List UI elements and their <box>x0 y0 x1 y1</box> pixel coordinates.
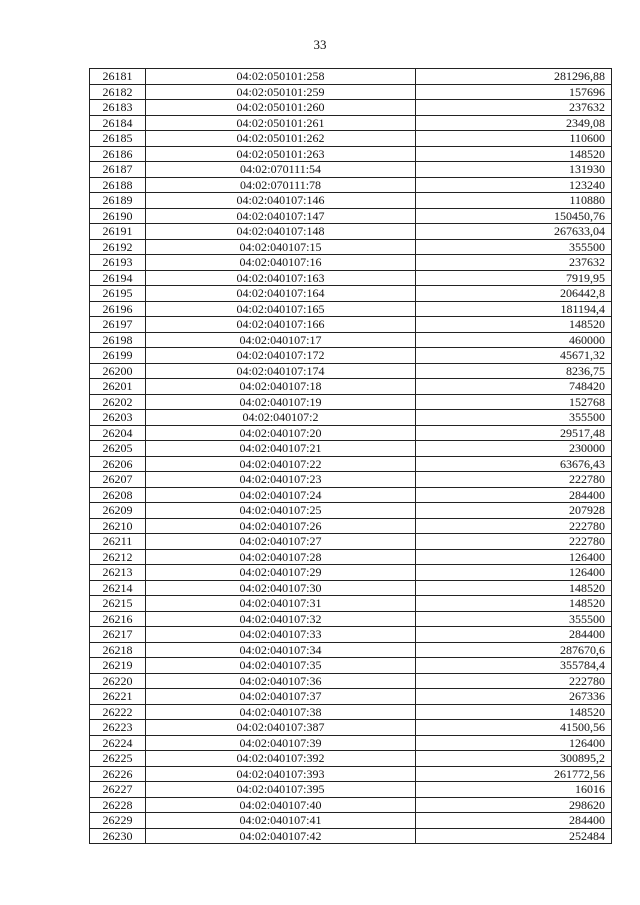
table-row <box>90 394 612 410</box>
cadastral-value-cell: 230000 <box>416 441 612 457</box>
table-row <box>90 224 612 240</box>
cadastral-value-cell: 150450,76 <box>416 208 612 224</box>
table-row <box>90 162 612 178</box>
table-row <box>90 317 612 333</box>
cadastral-number-cell: 04:02:040107:19 <box>146 394 416 410</box>
cadastral-number-cell: 04:02:040107:165 <box>146 301 416 317</box>
cadastral-number-cell: 04:02:040107:21 <box>146 441 416 457</box>
row-number-cell: 26188 <box>90 177 146 193</box>
cadastral-value-cell: 287670,6 <box>416 642 612 658</box>
cadastral-number-cell: 04:02:040107:164 <box>146 286 416 302</box>
cadastral-number-cell: 04:02:050101:260 <box>146 100 416 116</box>
row-number-cell: 26198 <box>90 332 146 348</box>
cadastral-value-cell: 45671,32 <box>416 348 612 364</box>
table-row <box>90 735 612 751</box>
cadastral-number-cell: 04:02:040107:41 <box>146 813 416 829</box>
table-row <box>90 177 612 193</box>
table-row <box>90 534 612 550</box>
cadastral-number-cell: 04:02:040107:26 <box>146 518 416 534</box>
cadastral-value-cell: 298620 <box>416 797 612 813</box>
table-row <box>90 379 612 395</box>
table-row <box>90 580 612 596</box>
cadastral-number-cell: 04:02:040107:35 <box>146 658 416 674</box>
table-row <box>90 797 612 813</box>
cadastral-number-cell: 04:02:040107:27 <box>146 534 416 550</box>
table-row <box>90 193 612 209</box>
cadastral-value-cell: 157696 <box>416 84 612 100</box>
cadastral-value-cell: 355784,4 <box>416 658 612 674</box>
cadastral-value-cell: 222780 <box>416 472 612 488</box>
row-number-cell: 26197 <box>90 317 146 333</box>
cadastral-value-cell: 460000 <box>416 332 612 348</box>
table-row <box>90 425 612 441</box>
cadastral-number-cell: 04:02:040107:42 <box>146 828 416 844</box>
row-number-cell: 26192 <box>90 239 146 255</box>
row-number-cell: 26228 <box>90 797 146 813</box>
row-number-cell: 26191 <box>90 224 146 240</box>
cadastral-value-cell: 284400 <box>416 627 612 643</box>
cadastral-number-cell: 04:02:040107:39 <box>146 735 416 751</box>
row-number-cell: 26195 <box>90 286 146 302</box>
row-number-cell: 26218 <box>90 642 146 658</box>
row-number-cell: 26203 <box>90 410 146 426</box>
cadastral-number-cell: 04:02:040107:146 <box>146 193 416 209</box>
cadastral-value-cell: 261772,56 <box>416 766 612 782</box>
cadastral-value-cell: 284400 <box>416 487 612 503</box>
table-row <box>90 410 612 426</box>
cadastral-number-cell: 04:02:040107:30 <box>146 580 416 596</box>
cadastral-value-cell: 16016 <box>416 782 612 798</box>
cadastral-value-cell: 267336 <box>416 689 612 705</box>
row-number-cell: 26223 <box>90 720 146 736</box>
cadastral-value-cell: 131930 <box>416 162 612 178</box>
row-number-cell: 26230 <box>90 828 146 844</box>
row-number-cell: 26216 <box>90 611 146 627</box>
cadastral-number-cell: 04:02:040107:15 <box>146 239 416 255</box>
row-number-cell: 26208 <box>90 487 146 503</box>
cadastral-number-cell: 04:02:040107:31 <box>146 596 416 612</box>
table-row <box>90 332 612 348</box>
row-number-cell: 26186 <box>90 146 146 162</box>
cadastral-value-cell: 126400 <box>416 549 612 565</box>
cadastral-value-cell: 300895,2 <box>416 751 612 767</box>
row-number-cell: 26202 <box>90 394 146 410</box>
table-row <box>90 549 612 565</box>
row-number-cell: 26220 <box>90 673 146 689</box>
cadastral-number-cell: 04:02:050101:259 <box>146 84 416 100</box>
cadastral-number-cell: 04:02:040107:23 <box>146 472 416 488</box>
cadastral-number-cell: 04:02:040107:34 <box>146 642 416 658</box>
cadastral-number-cell: 04:02:040107:395 <box>146 782 416 798</box>
table-row <box>90 751 612 767</box>
row-number-cell: 26200 <box>90 363 146 379</box>
table-row <box>90 84 612 100</box>
cadastral-number-cell: 04:02:040107:40 <box>146 797 416 813</box>
cadastral-number-cell: 04:02:040107:147 <box>146 208 416 224</box>
table-row <box>90 441 612 457</box>
row-number-cell: 26229 <box>90 813 146 829</box>
row-number-cell: 26184 <box>90 115 146 131</box>
table-row <box>90 689 612 705</box>
row-number-cell: 26226 <box>90 766 146 782</box>
row-number-cell: 26225 <box>90 751 146 767</box>
table-row <box>90 658 612 674</box>
table-row <box>90 208 612 224</box>
row-number-cell: 26219 <box>90 658 146 674</box>
table-row <box>90 518 612 534</box>
cadastral-value-cell: 148520 <box>416 704 612 720</box>
cadastral-value-cell: 110880 <box>416 193 612 209</box>
table-row <box>90 642 612 658</box>
cadastral-value-cell: 355500 <box>416 239 612 255</box>
row-number-cell: 26212 <box>90 549 146 565</box>
cadastral-number-cell: 04:02:070111:78 <box>146 177 416 193</box>
cadastral-value-cell: 123240 <box>416 177 612 193</box>
table-row <box>90 286 612 302</box>
cadastral-value-cell: 267633,04 <box>416 224 612 240</box>
cadastral-number-cell: 04:02:040107:32 <box>146 611 416 627</box>
table-row <box>90 720 612 736</box>
table-body <box>90 69 612 844</box>
row-number-cell: 26181 <box>90 69 146 85</box>
row-number-cell: 26214 <box>90 580 146 596</box>
row-number-cell: 26227 <box>90 782 146 798</box>
row-number-cell: 26210 <box>90 518 146 534</box>
row-number-cell: 26213 <box>90 565 146 581</box>
cadastral-number-cell: 04:02:040107:148 <box>146 224 416 240</box>
cadastral-number-cell: 04:02:040107:17 <box>146 332 416 348</box>
table-row <box>90 472 612 488</box>
table-row <box>90 255 612 271</box>
cadastral-number-cell: 04:02:040107:33 <box>146 627 416 643</box>
cadastral-number-cell: 04:02:040107:22 <box>146 456 416 472</box>
table-row <box>90 456 612 472</box>
row-number-cell: 26196 <box>90 301 146 317</box>
cadastral-value-cell: 355500 <box>416 611 612 627</box>
row-number-cell: 26221 <box>90 689 146 705</box>
cadastral-value-cell: 29517,48 <box>416 425 612 441</box>
cadastral-number-cell: 04:02:040107:163 <box>146 270 416 286</box>
row-number-cell: 26209 <box>90 503 146 519</box>
table-row <box>90 131 612 147</box>
cadastral-number-cell: 04:02:070111:54 <box>146 162 416 178</box>
cadastral-value-cell: 237632 <box>416 255 612 271</box>
row-number-cell: 26204 <box>90 425 146 441</box>
cadastral-number-cell: 04:02:050101:258 <box>146 69 416 85</box>
table-row <box>90 813 612 829</box>
row-number-cell: 26206 <box>90 456 146 472</box>
cadastral-value-cell: 63676,43 <box>416 456 612 472</box>
row-number-cell: 26211 <box>90 534 146 550</box>
table-row <box>90 627 612 643</box>
cadastral-value-cell: 110600 <box>416 131 612 147</box>
row-number-cell: 26189 <box>90 193 146 209</box>
cadastral-number-cell: 04:02:040107:24 <box>146 487 416 503</box>
cadastral-value-cell: 252484 <box>416 828 612 844</box>
cadastral-number-cell: 04:02:040107:18 <box>146 379 416 395</box>
cadastral-value-cell: 206442,8 <box>416 286 612 302</box>
row-number-cell: 26194 <box>90 270 146 286</box>
cadastral-value-cell: 126400 <box>416 565 612 581</box>
cadastral-value-cell: 284400 <box>416 813 612 829</box>
cadastral-value-cell: 8236,75 <box>416 363 612 379</box>
cadastral-value-cell: 207928 <box>416 503 612 519</box>
row-number-cell: 26224 <box>90 735 146 751</box>
cadastral-value-cell: 152768 <box>416 394 612 410</box>
cadastral-number-cell: 04:02:040107:20 <box>146 425 416 441</box>
cadastral-number-cell: 04:02:050101:261 <box>146 115 416 131</box>
cadastral-number-cell: 04:02:040107:28 <box>146 549 416 565</box>
cadastral-number-cell: 04:02:040107:387 <box>146 720 416 736</box>
cadastral-number-cell: 04:02:040107:172 <box>146 348 416 364</box>
cadastral-value-cell: 355500 <box>416 410 612 426</box>
cadastral-value-cell: 148520 <box>416 596 612 612</box>
table-row <box>90 673 612 689</box>
page-number: 33 <box>313 37 327 52</box>
table-row <box>90 69 612 85</box>
cadastral-value-cell: 7919,95 <box>416 270 612 286</box>
row-number-cell: 26205 <box>90 441 146 457</box>
table-row <box>90 100 612 116</box>
cadastral-value-cell: 148520 <box>416 317 612 333</box>
row-number-cell: 26190 <box>90 208 146 224</box>
cadastral-number-cell: 04:02:040107:29 <box>146 565 416 581</box>
cadastral-value-cell: 281296,88 <box>416 69 612 85</box>
table-row <box>90 503 612 519</box>
cadastral-number-cell: 04:02:050101:263 <box>146 146 416 162</box>
table-row <box>90 301 612 317</box>
cadastral-value-cell: 126400 <box>416 735 612 751</box>
row-number-cell: 26199 <box>90 348 146 364</box>
cadastral-value-cell: 148520 <box>416 146 612 162</box>
table-row <box>90 487 612 503</box>
cadastral-value-cell: 237632 <box>416 100 612 116</box>
cadastral-value-cell: 2349,08 <box>416 115 612 131</box>
cadastral-value-cell: 222780 <box>416 534 612 550</box>
row-number-cell: 26201 <box>90 379 146 395</box>
cadastral-number-cell: 04:02:040107:2 <box>146 410 416 426</box>
cadastral-value-cell: 222780 <box>416 673 612 689</box>
cadastral-number-cell: 04:02:050101:262 <box>146 131 416 147</box>
table-row <box>90 611 612 627</box>
table-row <box>90 782 612 798</box>
cadastral-number-cell: 04:02:040107:36 <box>146 673 416 689</box>
cadastral-number-cell: 04:02:040107:174 <box>146 363 416 379</box>
table-row <box>90 146 612 162</box>
cadastral-value-cell: 41500,56 <box>416 720 612 736</box>
cadastral-value-cell: 148520 <box>416 580 612 596</box>
table-row <box>90 115 612 131</box>
row-number-cell: 26217 <box>90 627 146 643</box>
table-row <box>90 565 612 581</box>
row-number-cell: 26222 <box>90 704 146 720</box>
cadastral-number-cell: 04:02:040107:37 <box>146 689 416 705</box>
row-number-cell: 26207 <box>90 472 146 488</box>
cadastral-number-cell: 04:02:040107:392 <box>146 751 416 767</box>
table-row <box>90 766 612 782</box>
table-row <box>90 270 612 286</box>
cadastral-value-cell: 748420 <box>416 379 612 395</box>
row-number-cell: 26183 <box>90 100 146 116</box>
cadastral-value-table <box>89 68 612 844</box>
cadastral-number-cell: 04:02:040107:38 <box>146 704 416 720</box>
table-row <box>90 828 612 844</box>
table-row <box>90 348 612 364</box>
table-row <box>90 239 612 255</box>
table-row <box>90 363 612 379</box>
cadastral-value-cell: 222780 <box>416 518 612 534</box>
row-number-cell: 26187 <box>90 162 146 178</box>
row-number-cell: 26185 <box>90 131 146 147</box>
table-row <box>90 596 612 612</box>
cadastral-number-cell: 04:02:040107:393 <box>146 766 416 782</box>
cadastral-number-cell: 04:02:040107:166 <box>146 317 416 333</box>
cadastral-value-cell: 181194,4 <box>416 301 612 317</box>
row-number-cell: 26215 <box>90 596 146 612</box>
cadastral-number-cell: 04:02:040107:16 <box>146 255 416 271</box>
table-row <box>90 704 612 720</box>
row-number-cell: 26182 <box>90 84 146 100</box>
cadastral-number-cell: 04:02:040107:25 <box>146 503 416 519</box>
row-number-cell: 26193 <box>90 255 146 271</box>
